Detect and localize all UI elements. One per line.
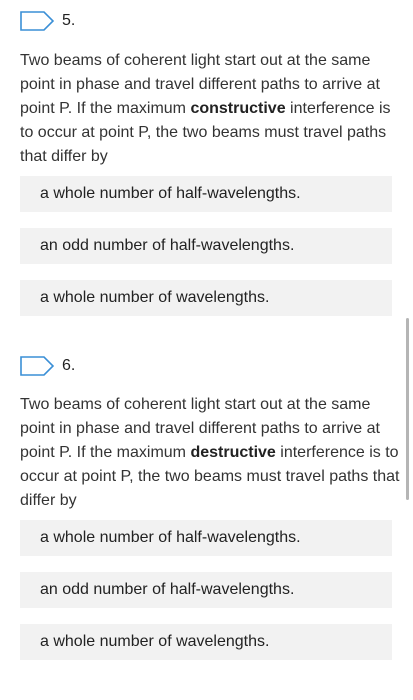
question-text-start: Two beams of coherent light start out at the same point in phase and travel different paths to arrive at point P. If the maximum [20,52,380,117]
answer-option[interactable] [20,176,392,212]
answer-option-label: a whole number of wavelengths. [40,633,270,650]
answer-option-label: a whole number of half-wavelengths. [40,529,301,546]
flag-icon[interactable] [20,356,54,376]
flag-icon[interactable] [20,11,54,31]
answer-option-label: a whole number of wavelengths. [40,289,270,306]
question-text-emphasis: constructive [190,100,286,117]
question-text-end: interference is to occur at point P, the two beams must travel paths that differ by [20,100,391,165]
answer-option[interactable] [20,624,392,660]
answer-option[interactable] [20,228,392,264]
answer-option[interactable] [20,280,392,316]
answer-option-label: an odd number of half-wavelengths. [40,237,295,254]
question-text [20,393,400,513]
question-header [20,10,75,32]
question-text [20,49,400,169]
answer-option-label: a whole number of half-wavelengths. [40,185,301,202]
question-text-end: interference is to occur at point P, the two beams must travel paths that differ by [20,444,400,509]
answer-option-label: an odd number of half-wavelengths. [40,581,295,598]
question-text-start: Two beams of coherent light start out at the same point in phase and travel different paths to arrive at point P. If the maximum [20,396,380,461]
question-number: 5. [62,12,76,29]
question-header [20,355,75,377]
question-number: 6. [62,357,76,374]
answer-option[interactable] [20,520,392,556]
answer-option[interactable] [20,572,392,608]
scrollbar[interactable] [406,318,409,500]
question-text-emphasis: destructive [190,444,276,461]
